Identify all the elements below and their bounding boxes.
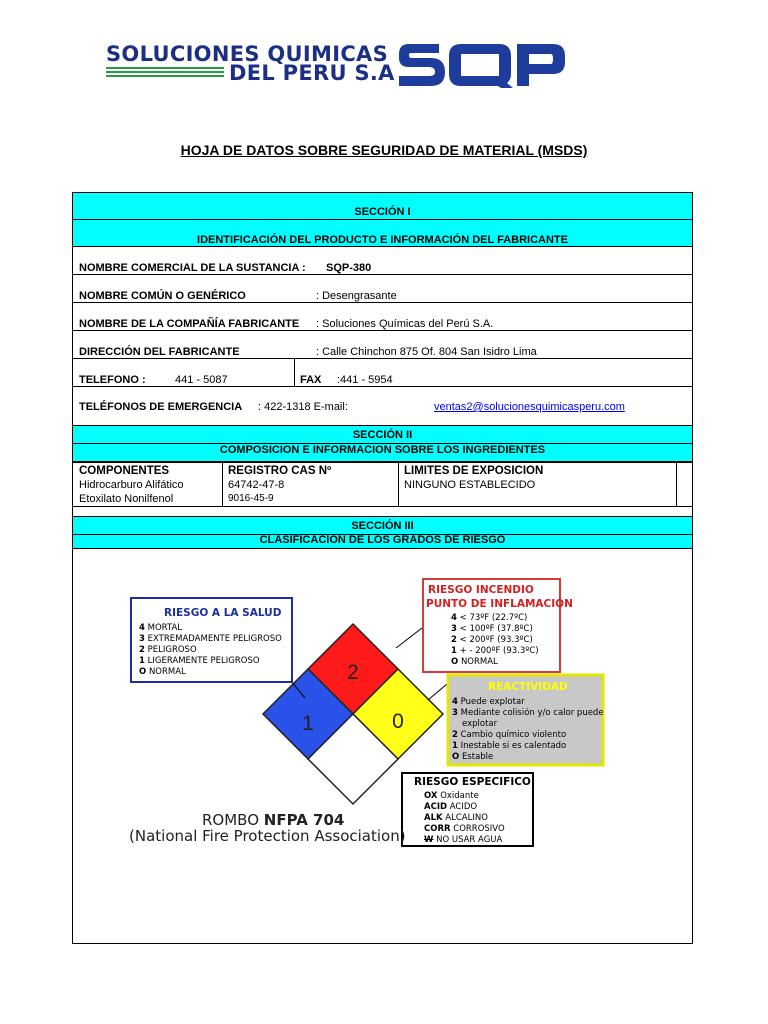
fire-item-0: O NORMAL: [451, 657, 498, 667]
cas-2: 9016-45-9: [228, 493, 274, 504]
row-commercial-name: [72, 246, 693, 275]
logo-text-line2: DEL PERU S.A: [229, 61, 395, 85]
header-exposure-limits: LIMITES DE EXPOSICION: [404, 465, 544, 477]
email-link[interactable]: ventas2@solucionesquimicasperu.com: [434, 401, 625, 413]
caption-prefix: ROMBO: [202, 811, 264, 829]
health-item-1: 1 LIGERAMENTE PELIGROSO: [139, 656, 260, 666]
cas-1: 64742-47-8: [228, 479, 285, 491]
phone-value: 441 - 5087: [175, 374, 228, 386]
reactivity-list: [452, 697, 604, 763]
fire-list: [451, 613, 539, 668]
reactivity-item-2: 2 Cambio químico violento: [452, 730, 567, 740]
health-item-3: 3 EXTREMADAMENTE PELIGROSO: [139, 634, 282, 644]
exposure-1: NINGUNO ESTABLECIDO: [404, 479, 536, 491]
row-generic-name: [72, 274, 693, 303]
fire-item-1: 1 + - 200ºF (93.3ºC): [451, 646, 539, 656]
company-label: NOMBRE DE LA COMPAÑÍA FABRICANTE: [79, 318, 300, 330]
logo-stripes: [106, 67, 224, 81]
section2-title: SECCIÓN II: [72, 425, 693, 444]
frame-gap-left: [72, 507, 73, 517]
fire-item-4: 4 < 73ºF (22.7ºC): [451, 613, 528, 623]
reactivity-item-3: 3 Mediante colisión y/o calor puede: [452, 708, 604, 718]
fire-title2: PUNTO DE INFLAMACIÓN: [426, 598, 573, 610]
fire-value: 2: [347, 661, 359, 684]
reactivity-item-1: 1 Inestable si es calentado: [452, 741, 567, 751]
health-list: [139, 623, 282, 678]
health-item-0: O NORMAL: [139, 667, 186, 677]
specific-item-corr: CORR CORROSIVO: [424, 824, 505, 834]
row-address: [72, 330, 693, 359]
row-emergency: [72, 386, 693, 426]
row-company: [72, 302, 693, 331]
row-phone-fax: [72, 358, 693, 387]
specific-list: [424, 791, 505, 846]
commercial-name-value: SQP-380: [326, 262, 372, 274]
table-divider-2: [398, 462, 399, 507]
logo-text-line1: SOLUCIONES QUIMICAS: [106, 42, 389, 66]
caption-line2: (National Fire Protection Association): [129, 827, 406, 845]
specific-item-acid: ACID ACIDO: [424, 802, 478, 812]
fire-item-3: 3 < 100ºF (37.8ºC): [451, 624, 533, 634]
fax-label: FAX: [300, 374, 322, 386]
sqp-logo-mark: [395, 40, 567, 90]
specific-item-w: W NO USAR AGUA: [424, 835, 503, 845]
emergency-value: : 422-1318 E-mail:: [258, 401, 348, 413]
health-value: 1: [302, 712, 314, 735]
address-label: DIRECCIÓN DEL FABRICANTE: [79, 346, 240, 358]
health-item-4: 4 MORTAL: [139, 623, 183, 633]
fire-title1: RIESGO INCENDIO: [428, 584, 534, 596]
health-item-2: 2 PELIGROSO: [139, 645, 197, 655]
address-value: : Calle Chinchon 875 Of. 804 San Isidro Lima: [316, 346, 537, 358]
specific-item-ox: OX Oxidante: [424, 791, 479, 801]
specific-title: RIESGO ESPECIFICO: [414, 776, 531, 788]
reactivity-item-0: O Estable: [452, 752, 494, 762]
emergency-label: TELÉFONOS DE EMERGENCIA: [79, 401, 243, 413]
fax-value: :441 - 5954: [337, 374, 393, 386]
component-2: Etoxilato Nonilfenol: [79, 493, 174, 505]
health-title: RIESGO A LA SALUD: [164, 607, 282, 619]
section1-title: SECCIÓN I: [72, 192, 693, 220]
section3-title: SECCIÓN III: [72, 516, 693, 535]
header-cas: REGISTRO CAS Nº: [228, 465, 332, 477]
table-divider-1: [222, 462, 223, 507]
table-divider-3: [676, 462, 677, 507]
specific-item-alk: ALK ALCALINO: [424, 813, 488, 823]
reactivity-item-4: 4 Puede explotar: [452, 697, 525, 707]
header-components: COMPONENTES: [79, 465, 170, 477]
reactivity-item-3b: explotar: [462, 719, 498, 729]
company-value: : Soluciones Químicas del Perú S.A.: [316, 318, 494, 330]
component-1: Hidrocarburo Alifático: [79, 479, 184, 491]
phone-fax-divider: [294, 358, 295, 387]
generic-name-label: NOMBRE COMÚN O GENÉRICO: [79, 290, 246, 302]
commercial-name-label: NOMBRE COMERCIAL DE LA SUSTANCIA :: [79, 262, 306, 274]
reactivity-value: 0: [392, 710, 404, 733]
reactivity-title: REACTIVIDAD: [488, 681, 568, 693]
section1-subtitle: IDENTIFICACIÓN DEL PRODUCTO E INFORMACIÓN DEL FABRICANTE: [72, 219, 693, 247]
document-title: HOJA DE DATOS SOBRE SEGURIDAD DE MATERIAL (MSDS): [180, 142, 588, 158]
section2-subtitle: COMPOSICION E INFORMACION SOBRE LOS INGREDIENTES: [72, 443, 693, 462]
caption-bold: NFPA 704: [263, 811, 345, 829]
generic-name-value: : Desengrasante: [316, 290, 397, 302]
phone-label: TELEFONO :: [79, 374, 146, 386]
section3-subtitle: CLASIFICACION DE LOS GRADOS DE RIESGO: [72, 534, 693, 549]
fire-item-2: 2 < 200ºF (93.3ºC): [451, 635, 533, 645]
